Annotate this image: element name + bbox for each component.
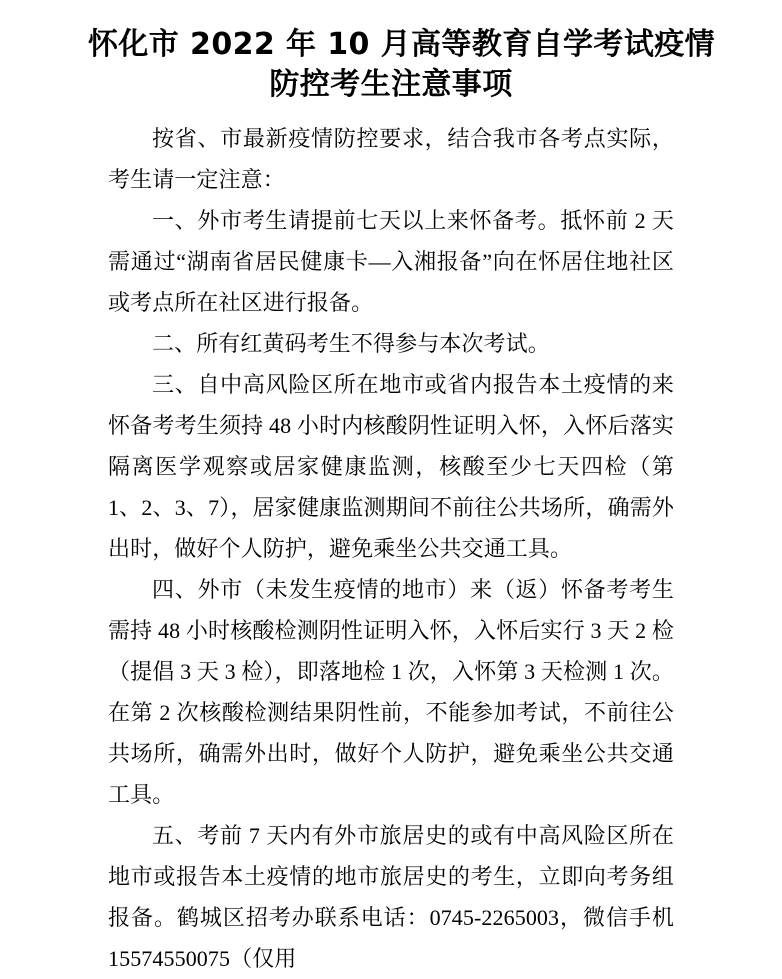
- page-title-line-2: 防控考生注意事项: [269, 67, 513, 103]
- page-title-line-1: 怀化市 2022 年 10 月高等教育自学考试疫情: [88, 27, 716, 63]
- paragraph-item-4: 四、外市（未发生疫情的地市）来（返）怀备考考生需持 48 小时核酸检测阴性证明入怀，入怀后实行 3 天 2 检（提倡 3 天 3 检），即落地检 1 次，入怀第 3 天检测 1 次。在第 2 次核酸检测结果阴性前，不能参加考试，不前往公共场所，确需外出时，做好个人防护，避免乘坐公共交通工具。: [108, 577, 674, 807]
- page-title: [88, 26, 716, 104]
- paragraph-item-3: 三、自中高风险区所在地市或省内报告本土疫情的来怀备考考生须持 48 小时内核酸阴性证明入怀，入怀后落实隔离医学观察或居家健康监测，核酸至少七天四检（第 1、2、3、7），居家健康监测期间不前往公共场所，确需外出时，做好个人防护，避免乘坐公共交通工具。: [108, 372, 674, 561]
- paragraph-item-2: 二、所有红黄码考生不得参与本次考试。: [152, 331, 550, 356]
- paragraph-item-5: 五、考前 7 天内有外市旅居史的或有中高风险区所在地市或报告本土疫情的地市旅居史的考生，立即向考务组报备。鹤城区招考办联系电话：0745-2265003，微信手机 15574550075（仅用: [108, 823, 674, 971]
- document-body: [108, 118, 674, 979]
- paragraph-intro: 按省、市最新疫情防控要求，结合我市各考点实际，考生请一定注意：: [108, 126, 674, 192]
- paragraph-item-1: 一、外市考生请提前七天以上来怀备考。抵怀前 2 天需通过“湖南省居民健康卡—入湘报备”向在怀居住地社区或考点所在社区进行报备。: [108, 208, 674, 315]
